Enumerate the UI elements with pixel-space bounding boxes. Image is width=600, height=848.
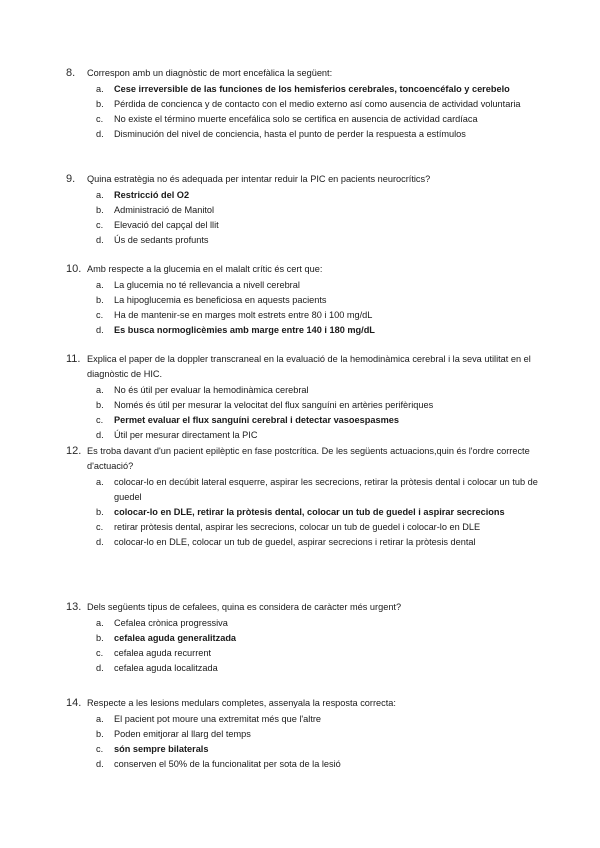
option-d (0, 535, 600, 550)
question-number: 14. (66, 697, 82, 709)
option-text: cefalea aguda recurrent (114, 648, 212, 658)
option-letter: d. (96, 235, 104, 245)
option-letter: c. (96, 310, 104, 320)
option-text: No existe el término muerte encefálica solo se certifica en ausencia de actividad cardíaca (114, 114, 478, 124)
option-letter: b. (96, 99, 104, 109)
option-text: La glucemia no té rellevancia a nivell cerebral (114, 280, 300, 290)
option-letter: a. (96, 385, 104, 395)
option-list (0, 712, 600, 772)
option-text: Administració de Manitol (114, 205, 215, 215)
question-text: Respecte a les lesions medulars completes, assenyala la resposta correcta: (87, 698, 396, 708)
option-letter: a. (96, 280, 104, 290)
option-text: colocar-lo en DLE, colocar un tub de guedel, aspirar secrecions i retirar la pròtesis dental (114, 537, 476, 547)
question-number: 10. (66, 263, 82, 275)
option-text: cefalea aguda localitzada (114, 663, 218, 673)
question-text: Dels següents tipus de cefalees, quina es considera de caràcter més urgent? (87, 602, 402, 612)
option-letter: d. (96, 537, 104, 547)
option-letter: b. (96, 400, 104, 410)
option-text: cefalea aguda generalitzada (114, 633, 237, 643)
option-letter: c. (96, 220, 104, 230)
option-b (0, 97, 600, 112)
option-c-correct (0, 413, 600, 428)
option-text: Elevació del capçal del llit (114, 220, 219, 230)
option-letter: a. (96, 477, 104, 487)
option-text: No és útil per evaluar la hemodinàmica cerebral (114, 385, 309, 395)
option-text: Disminución del nivel de conciencia, hasta el punto de perder la respuesta a estímulos (114, 129, 466, 139)
question-number: 12. (66, 445, 82, 457)
option-letter: c. (96, 648, 104, 658)
option-a (0, 616, 600, 631)
option-text: Cese irreversible de las funciones de los hemisferios cerebrales, toncoencéfalo y cerebelo (114, 84, 510, 94)
option-d (0, 757, 600, 772)
option-letter: a. (96, 190, 104, 200)
option-text: Permet evaluar el flux sanguíni cerebral i detectar vasoespasmes (114, 415, 399, 425)
option-text: Pérdida de concienca y de contacto con el medio externo así como ausencia de actividad voluntaria (114, 99, 521, 109)
option-letter: a. (96, 714, 104, 724)
option-a-correct (0, 82, 600, 97)
option-d (0, 428, 600, 443)
question-14 (0, 696, 600, 772)
option-text: són sempre bilaterals (114, 744, 209, 754)
option-b (0, 293, 600, 308)
option-c (0, 646, 600, 661)
question-9 (0, 172, 600, 248)
option-a (0, 475, 600, 505)
option-b (0, 727, 600, 742)
option-list (0, 82, 600, 142)
option-letter: a. (96, 618, 104, 628)
option-text: colocar-lo en DLE, retirar la pròtesis dental, colocar un tub de guedel i aspirar secrecions (114, 507, 505, 517)
question-text: Correspon amb un diagnòstic de mort encefàlica la següent: (87, 68, 333, 78)
option-text: Ha de mantenir-se en marges molt estrets entre 80 i 100 mg/dL (114, 310, 373, 320)
option-letter: b. (96, 205, 104, 215)
option-d-correct (0, 323, 600, 338)
option-list (0, 278, 600, 338)
option-c (0, 112, 600, 127)
question-text: Es troba davant d'un pacient epilèptic en fase postcrítica. De les següents actuacions,quin és l'ordre correcte d'actuació? (87, 446, 530, 471)
question-text: Explica el paper de la doppler transcraneal en la evaluació de la hemodinàmica cerebral i la seva utilitat en el diagnòstic de HIC. (87, 354, 531, 379)
option-letter: d. (96, 325, 104, 335)
option-list (0, 188, 600, 248)
option-letter: d. (96, 430, 104, 440)
option-list (0, 383, 600, 443)
option-text: Restricció del O2 (114, 190, 190, 200)
option-c (0, 218, 600, 233)
option-d (0, 127, 600, 142)
option-d (0, 661, 600, 676)
option-text: Poden emitjorar al llarg del temps (114, 729, 251, 739)
option-letter: d. (96, 663, 104, 673)
option-text: Només és útil per mesurar la velocitat del flux sanguíni en artèries perifèriques (114, 400, 434, 410)
option-text: Útil per mesurar directament la PIC (114, 430, 258, 440)
option-text: El pacient pot moure una extremitat més que l'altre (114, 714, 322, 724)
option-text: Cefalea crònica progressiva (114, 618, 228, 628)
option-text: colocar-lo en decúbit lateral esquerre, aspirar les secrecions, retirar la pròtesis dental i colocar un tub de guedel (114, 477, 538, 502)
option-letter: b. (96, 729, 104, 739)
option-a (0, 712, 600, 727)
option-d (0, 233, 600, 248)
question-text: Amb respecte a la glucemia en el malalt crític és cert que: (87, 264, 323, 274)
question-number: 13. (66, 601, 82, 613)
option-letter: d. (96, 129, 104, 139)
question-12 (0, 444, 600, 550)
option-b (0, 398, 600, 413)
option-b-correct (0, 505, 600, 520)
option-list (0, 616, 600, 676)
option-letter: b. (96, 295, 104, 305)
option-letter: d. (96, 759, 104, 769)
option-a (0, 383, 600, 398)
question-number: 8. (66, 67, 76, 79)
question-text: Quina estratègia no és adequada per intentar reduir la PIC en pacients neurocrítics? (87, 174, 431, 184)
question-number: 11. (66, 353, 81, 365)
option-list (0, 475, 600, 550)
option-text: La hipoglucemia es beneficiosa en aquests pacients (114, 295, 327, 305)
option-a (0, 278, 600, 293)
option-a-correct (0, 188, 600, 203)
option-c-correct (0, 742, 600, 757)
option-b (0, 203, 600, 218)
option-letter: a. (96, 84, 104, 94)
question-8 (0, 66, 600, 142)
option-text: retirar pròtesis dental, aspirar les secrecions, colocar un tub de guedel i colocar-lo en DLE (114, 522, 481, 532)
question-13 (0, 600, 600, 676)
option-text: Ús de sedants profunts (114, 235, 209, 245)
option-letter: c. (96, 744, 104, 754)
question-10 (0, 262, 600, 338)
option-letter: c. (96, 522, 104, 532)
question-number: 9. (66, 173, 76, 185)
question-11 (0, 352, 600, 443)
option-letter: b. (96, 507, 104, 517)
option-letter: c. (96, 415, 104, 425)
option-letter: c. (96, 114, 104, 124)
option-letter: b. (96, 633, 104, 643)
option-text: Es busca normoglicèmies amb marge entre 140 i 180 mg/dL (114, 325, 375, 335)
option-c (0, 520, 600, 535)
option-b-correct (0, 631, 600, 646)
option-c (0, 308, 600, 323)
option-text: conserven el 50% de la funcionalitat per sota de la lesió (114, 759, 341, 769)
